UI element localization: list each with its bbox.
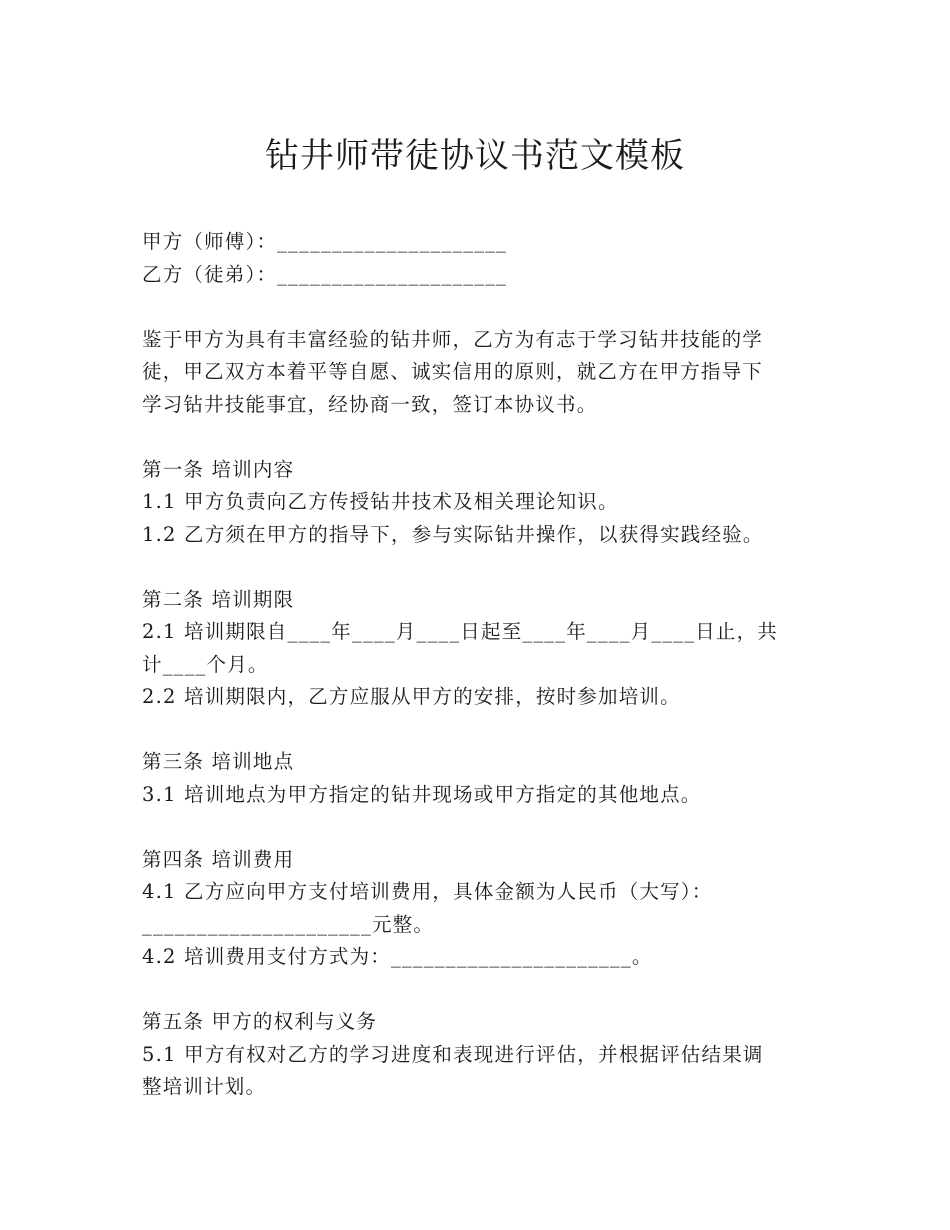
article-heading: 第四条 培训费用 <box>142 847 295 871</box>
article-heading: 第二条 培训期限 <box>142 587 295 611</box>
clause-line: _____________________元整。 <box>142 912 435 936</box>
document-body <box>142 226 802 1104</box>
spacer <box>142 974 802 1007</box>
clause-line: 2.1 培训期限自____年____月____日起至____年____月____日止，共 <box>142 620 779 643</box>
clause-line: 整培训计划。 <box>142 1075 267 1098</box>
preamble-paragraph <box>142 324 802 422</box>
party-b-line: 乙方（徒弟）：_____________________ <box>142 262 508 286</box>
clause-line: 1.1 甲方负责向乙方传授钻井技术及相关理论知识。 <box>142 490 619 513</box>
preamble-line: 鉴于甲方为具有丰富经验的钻井师，乙方为有志于学习钻井技能的学 <box>142 327 764 351</box>
clause-line: 5.1 甲方有权对乙方的学习进度和表现进行评估，并根据评估结果调 <box>142 1042 764 1066</box>
clause-line: 4.1 乙方应向甲方支付培训费用，具体金额为人民币（大写）： <box>142 880 713 903</box>
article-heading: 第一条 培训内容 <box>142 457 295 481</box>
article-2 <box>142 584 802 714</box>
spacer <box>142 811 802 844</box>
document-title: 钻井师带徒协议书范文模板 <box>265 136 685 176</box>
preamble-line: 徒，甲乙双方本着平等自愿、诚实信用的原则，就乙方在甲方指导下 <box>142 360 764 383</box>
article-5 <box>142 1006 802 1104</box>
spacer <box>142 714 802 747</box>
spacer <box>142 421 802 454</box>
clause-line: 1.2 乙方须在甲方的指导下，参与实际钻井操作，以获得实践经验。 <box>142 522 764 546</box>
article-heading: 第五条 甲方的权利与义务 <box>142 1010 378 1033</box>
preamble-line: 学习钻井技能事宜，经协商一致，签订本协议书。 <box>142 392 598 416</box>
article-4 <box>142 844 802 974</box>
article-heading: 第三条 培训地点 <box>142 750 295 773</box>
clause-line: 2.2 培训期限内，乙方应服从甲方的安排，按时参加培训。 <box>142 685 681 708</box>
clause-line: 计____个月。 <box>142 652 269 676</box>
article-3 <box>142 746 802 811</box>
spacer <box>142 551 802 584</box>
spacer <box>142 291 802 324</box>
clause-line: 4.2 培训费用支付方式为：______________________。 <box>142 945 653 968</box>
party-a-line: 甲方（师傅）：_____________________ <box>142 230 508 253</box>
clause-line: 3.1 培训地点为甲方指定的钻井现场或甲方指定的其他地点。 <box>142 782 702 806</box>
article-1 <box>142 454 802 552</box>
